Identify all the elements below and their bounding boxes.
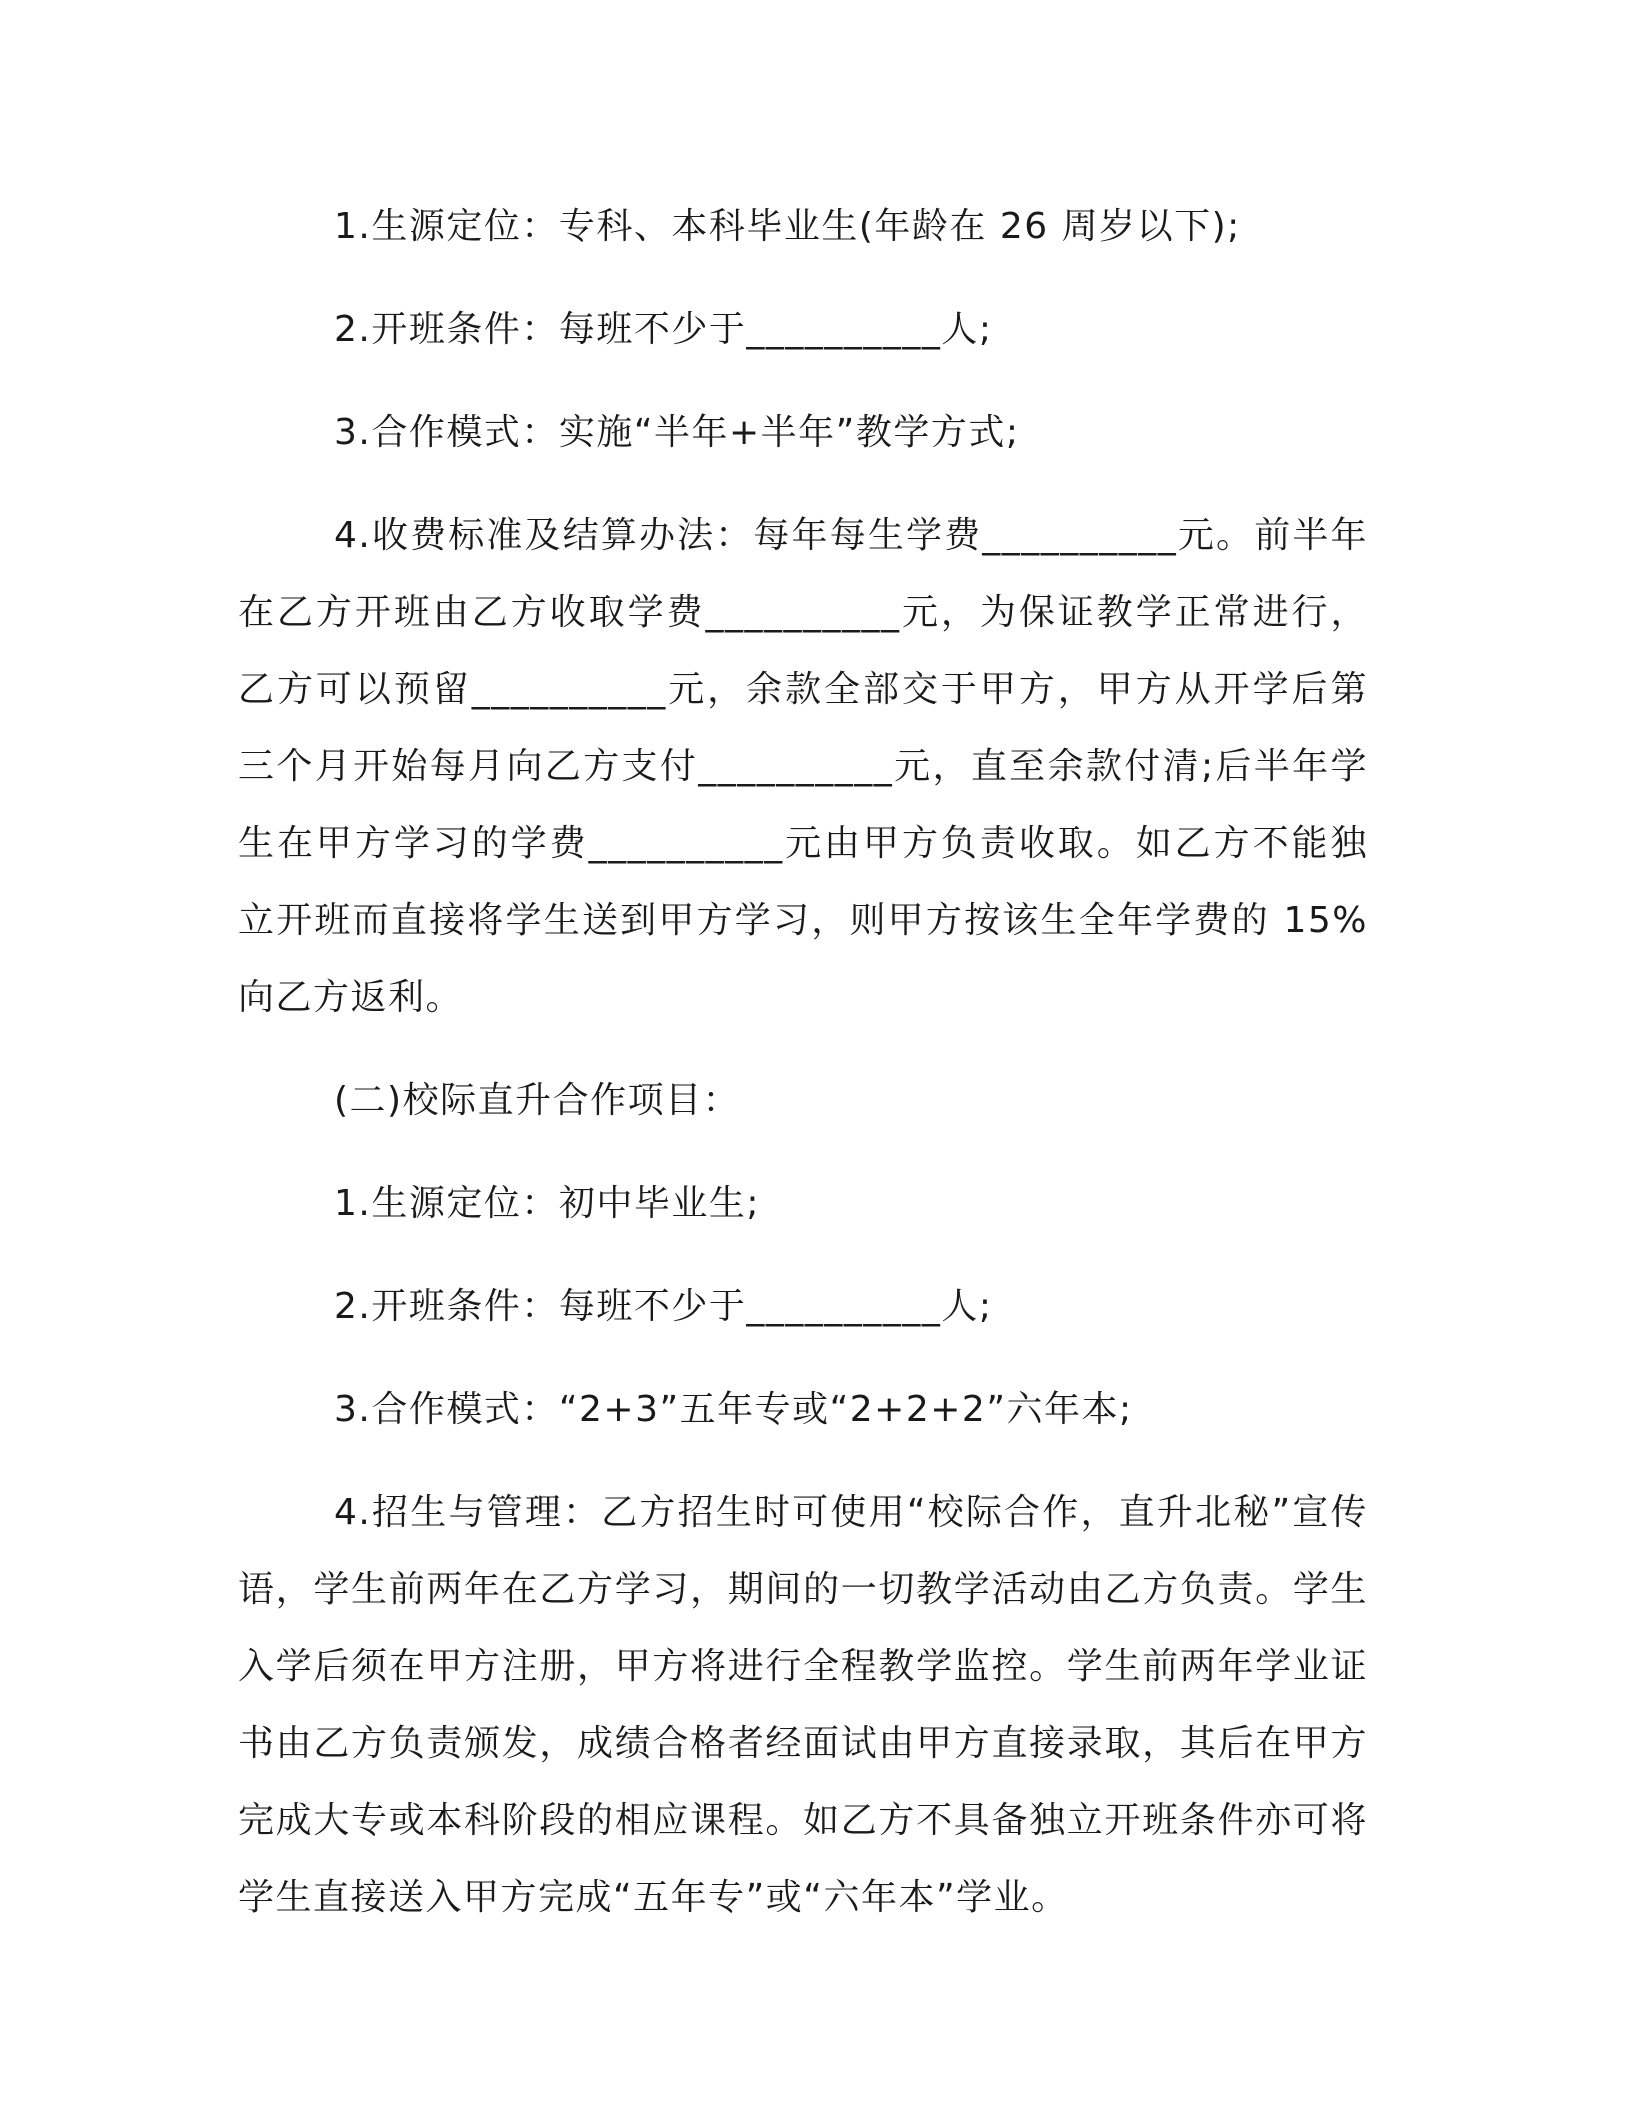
section-heading-inter-school: (二)校际直升合作项目： (334, 1080, 741, 1121)
paragraph-cooperation-mode-1: 3.合作模式：实施“半年+半年”教学方式; (334, 412, 1020, 453)
paragraph-enrollment-and-management: 4.招生与管理：乙方招生时可使用“校际合作，直升北秘”宣传语，学生前两年在乙方学习，期间的一切教学活动由乙方负责。学生入学后须在甲方注册，甲方将进行全程教学监控。学生前两年学业证书由乙方负责颁发，成绩合格者经面试由甲方直接录取，其后在甲方完成大专或本科阶段的相应课程。如乙方不具备独立开班条件亦可将学生直接送入甲方完成“五年专”或“六年本”学业。 (238, 1492, 1368, 1918)
paragraph-fees-and-settlement: 4.收费标准及结算办法：每年每生学费__________元。前半年在乙方开班由乙方收取学费__________元，为保证教学正常进行，乙方可以预留__________元，余款全部交于甲方，甲方从开学后第三个月开始每月向乙方支付__________元，直至余款付清;后半年学生在甲方学习的学费__________元由甲方负责收取。如乙方不能独立开班而直接将学生送到甲方学习，则甲方按该生全年学费的 15%向乙方返利。 (238, 515, 1368, 1018)
document-body (238, 188, 1368, 1962)
paragraph-source-positioning-1: 1.生源定位：专科、本科毕业生(年龄在 26 周岁以下); (334, 206, 1241, 247)
paragraph-cooperation-mode-2: 3.合作模式：“2+3”五年专或“2+2+2”六年本; (334, 1389, 1133, 1430)
paragraph-class-conditions-1: 2.开班条件：每班不少于__________人; (334, 309, 993, 350)
paragraph-source-positioning-2: 1.生源定位：初中毕业生; (334, 1183, 760, 1224)
paragraph-class-conditions-2: 2.开班条件：每班不少于__________人; (334, 1286, 993, 1327)
